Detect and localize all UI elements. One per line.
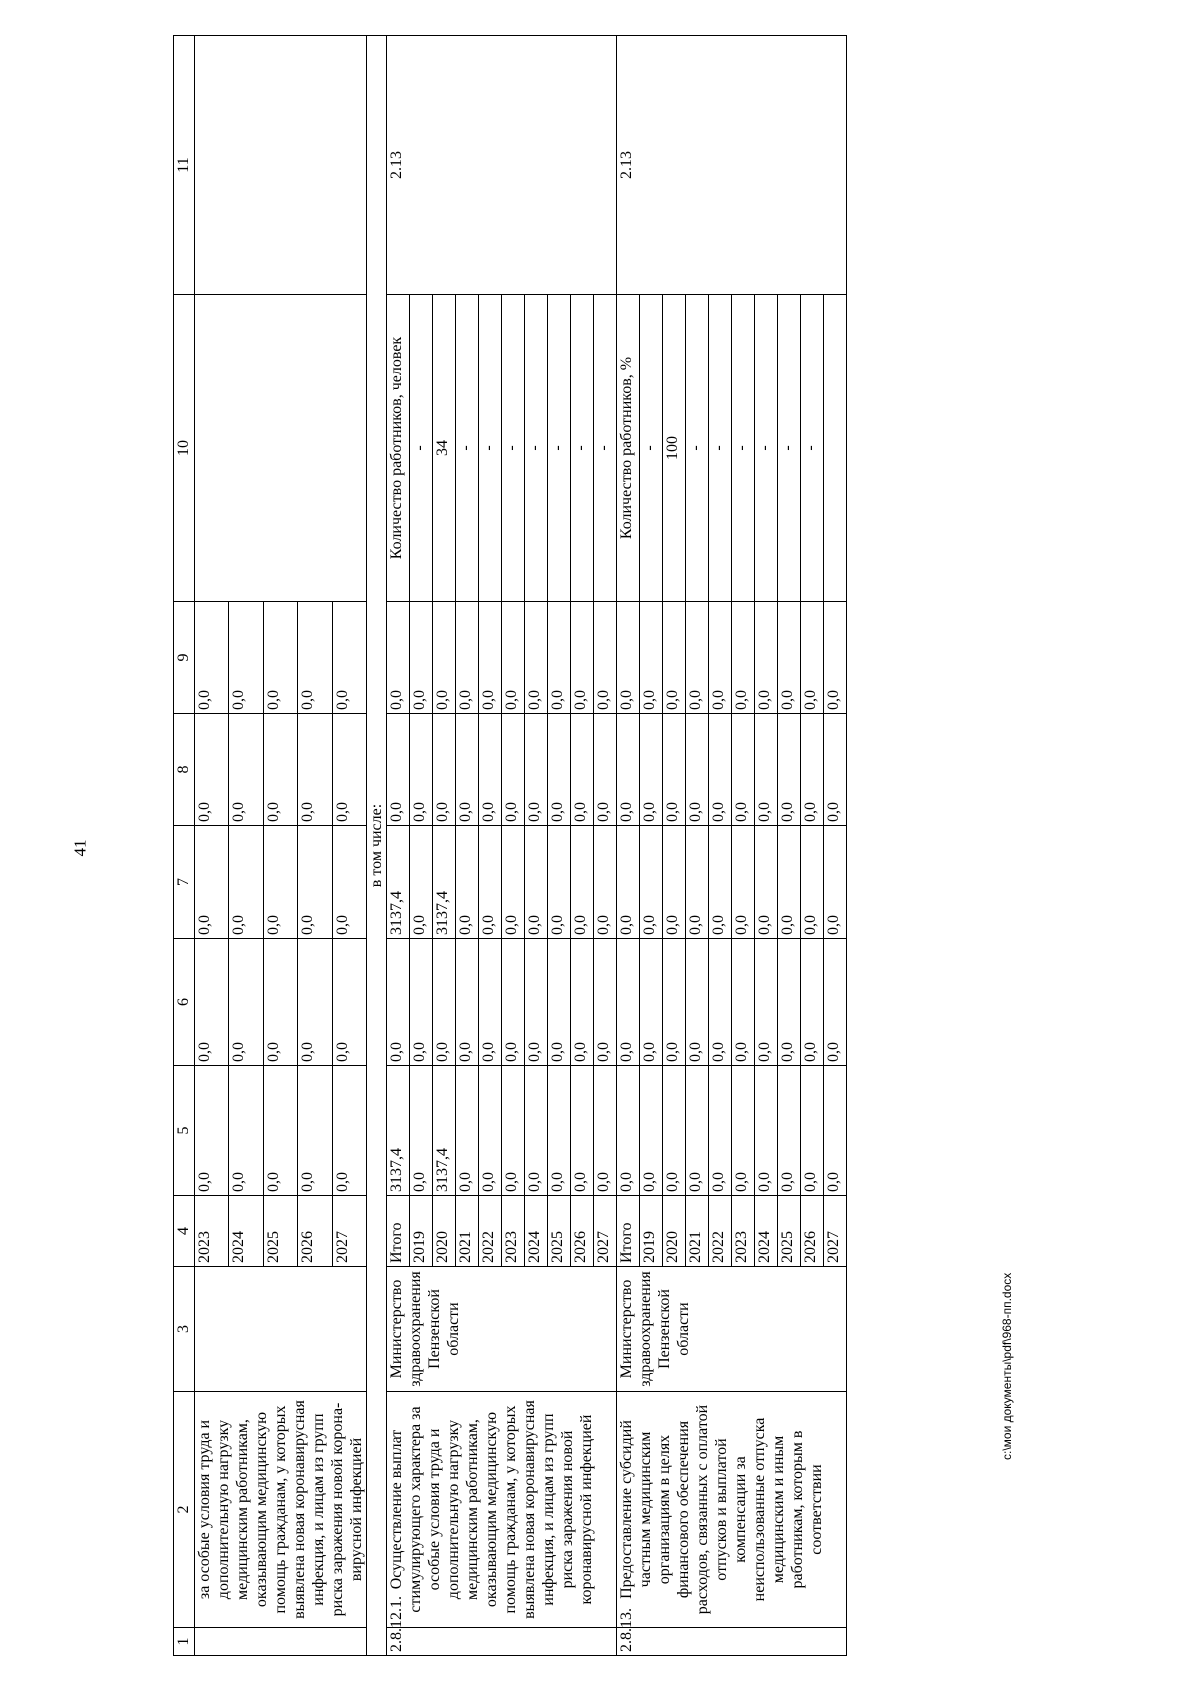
value-cell: 0,0 — [456, 826, 479, 939]
value-cell: 0,0 — [686, 714, 709, 826]
value-cell: 0,0 — [525, 714, 548, 826]
year-cell: 2022 — [479, 1196, 502, 1267]
value-cell: 0,0 — [640, 602, 663, 714]
value-cell: 0,0 — [755, 939, 778, 1066]
col-header: 1 — [174, 1628, 195, 1656]
value-cell: 0,0 — [663, 714, 686, 826]
year-cell: 2024 — [525, 1196, 548, 1267]
block-1-target-cell: 2.13 — [387, 36, 617, 295]
indicator-value-cell: - — [525, 295, 548, 602]
value-cell: 0,0 — [778, 939, 801, 1066]
value-cell: 0,0 — [801, 714, 824, 826]
block-2-executor-cell: Министерство здравоохранения Пензенской области — [617, 1267, 847, 1392]
value-cell: 0,0 — [801, 939, 824, 1066]
value-cell: 0,0 — [525, 939, 548, 1066]
indicator-value-cell: - — [640, 295, 663, 602]
value-cell: 0,0 — [594, 939, 617, 1066]
table-row — [387, 36, 410, 1656]
separator-row — [367, 36, 387, 1656]
value-cell: 0,0 — [778, 602, 801, 714]
value-cell: 0,0 — [663, 602, 686, 714]
value-cell: 0,0 — [387, 939, 410, 1066]
col-header: 7 — [174, 826, 195, 939]
value-cell: 0,0 — [525, 826, 548, 939]
value-cell: 0,0 — [332, 1066, 366, 1196]
value-cell: 0,0 — [263, 826, 297, 939]
value-cell: 0,0 — [298, 939, 332, 1066]
indicator-value-cell: - — [479, 295, 502, 602]
header-row — [174, 36, 195, 1656]
indicator-value-cell: - — [709, 295, 732, 602]
year-cell: 2024 — [755, 1196, 778, 1267]
value-cell: 0,0 — [433, 714, 456, 826]
block-1-code-cell: 2.8.12.1. — [387, 1628, 617, 1656]
value-cell: 0,0 — [229, 939, 263, 1066]
value-cell: 0,0 — [732, 602, 755, 714]
value-cell: 0,0 — [298, 1066, 332, 1196]
value-cell: 0,0 — [824, 1066, 847, 1196]
value-cell: 0,0 — [824, 826, 847, 939]
value-cell: 0,0 — [824, 714, 847, 826]
indicator-value-cell: - — [410, 295, 433, 602]
value-cell: 3137,4 — [387, 826, 410, 939]
value-cell: 0,0 — [548, 602, 571, 714]
value-cell: 0,0 — [456, 939, 479, 1066]
value-cell: 0,0 — [263, 602, 297, 714]
value-cell: 3137,4 — [387, 1066, 410, 1196]
value-cell: 0,0 — [525, 1066, 548, 1196]
indicator-value-cell: - — [502, 295, 525, 602]
value-cell: 0,0 — [479, 939, 502, 1066]
indicator-value-cell: - — [548, 295, 571, 602]
year-cell: 2021 — [456, 1196, 479, 1267]
value-cell: 0,0 — [502, 602, 525, 714]
value-cell: 0,0 — [229, 1066, 263, 1196]
top-block-description-cell: за особые условия труда и дополнительную нагрузку медицинским работникам, оказывающим медицинскую помощь гражданам, у которых выявлена новая коронавирусная инфекция, и лицам из групп риска заражения новой корона-вирусной инфекцией — [195, 1392, 367, 1628]
col-header: 2 — [174, 1392, 195, 1628]
value-cell: 0,0 — [410, 939, 433, 1066]
value-cell: 0,0 — [456, 602, 479, 714]
value-cell: 0,0 — [410, 1066, 433, 1196]
rotated-table-container — [173, 36, 1125, 1656]
value-cell: 0,0 — [410, 602, 433, 714]
value-cell: 0,0 — [479, 714, 502, 826]
value-cell: 0,0 — [755, 1066, 778, 1196]
indicator-value-cell: - — [755, 295, 778, 602]
value-cell: 0,0 — [298, 826, 332, 939]
value-cell: 0,0 — [410, 714, 433, 826]
block-2-target-cell: 2.13 — [617, 36, 847, 295]
year-cell: 2026 — [298, 1196, 332, 1267]
value-cell: 0,0 — [732, 1066, 755, 1196]
year-cell: 2019 — [410, 1196, 433, 1267]
value-cell: 0,0 — [387, 714, 410, 826]
year-cell: 2027 — [332, 1196, 366, 1267]
value-cell: 0,0 — [686, 826, 709, 939]
value-cell: 0,0 — [195, 939, 229, 1066]
indicator-value-cell: - — [686, 295, 709, 602]
year-cell: 2023 — [732, 1196, 755, 1267]
value-cell: 0,0 — [594, 1066, 617, 1196]
value-cell: 0,0 — [709, 1066, 732, 1196]
indicator-value-cell: 34 — [433, 295, 456, 602]
indicator-value-cell: 100 — [663, 295, 686, 602]
value-cell: 0,0 — [571, 602, 594, 714]
block-1-description-cell: Осуществление выплат стимулирующего характера за особые условия труда и дополнительную нагрузку медицинским работникам, оказывающим медицинскую помощь гражданам, у которых выявлена новая коронавирусная инфекция, и лицам из групп риска заражения новой коронавирусной инфекцией — [387, 1392, 617, 1628]
year-cell: 2026 — [801, 1196, 824, 1267]
year-cell: Итого — [387, 1196, 410, 1267]
top-block-code-cell — [195, 1628, 367, 1656]
value-cell: 0,0 — [594, 602, 617, 714]
table-row — [195, 36, 229, 1656]
indicator-value-cell: - — [571, 295, 594, 602]
value-cell: 0,0 — [525, 602, 548, 714]
value-cell: 0,0 — [617, 939, 640, 1066]
value-cell: 0,0 — [801, 1066, 824, 1196]
value-cell: 0,0 — [229, 826, 263, 939]
table-body — [174, 36, 847, 1656]
top-block-col11-cell — [195, 36, 367, 295]
year-cell: 2020 — [663, 1196, 686, 1267]
value-cell: 0,0 — [617, 602, 640, 714]
value-cell: 0,0 — [332, 714, 366, 826]
value-cell: 0,0 — [709, 714, 732, 826]
block-2-code-cell: 2.8.13. — [617, 1628, 847, 1656]
value-cell: 0,0 — [709, 826, 732, 939]
value-cell: 0,0 — [195, 826, 229, 939]
top-block-executor-cell — [195, 1267, 367, 1392]
footer-file-path: c:\мои документы\pdf\968-пп.docx — [1000, 1272, 1014, 1460]
block-2-indicator-cell: Количество работников, % — [617, 295, 640, 602]
indicator-value-cell: - — [456, 295, 479, 602]
value-cell: 3137,4 — [433, 1066, 456, 1196]
value-cell: 0,0 — [571, 826, 594, 939]
value-cell: 0,0 — [332, 602, 366, 714]
value-cell: 0,0 — [298, 602, 332, 714]
value-cell: 0,0 — [594, 714, 617, 826]
indicator-value-cell: - — [594, 295, 617, 602]
value-cell: 0,0 — [732, 939, 755, 1066]
value-cell: 0,0 — [732, 714, 755, 826]
year-cell: 2025 — [778, 1196, 801, 1267]
col-header: 5 — [174, 1066, 195, 1196]
value-cell: 0,0 — [778, 714, 801, 826]
value-cell: 0,0 — [195, 602, 229, 714]
col-header: 11 — [174, 36, 195, 295]
value-cell: 0,0 — [502, 714, 525, 826]
indicator-value-cell: - — [732, 295, 755, 602]
year-cell: 2026 — [571, 1196, 594, 1267]
value-cell: 0,0 — [387, 602, 410, 714]
col-header: 6 — [174, 939, 195, 1066]
col-header: 9 — [174, 602, 195, 714]
year-cell: 2022 — [709, 1196, 732, 1267]
col-header: 3 — [174, 1267, 195, 1392]
block-1-indicator-cell: Количество работников, человек — [387, 295, 410, 602]
value-cell: 0,0 — [801, 602, 824, 714]
value-cell: 0,0 — [548, 714, 571, 826]
value-cell: 0,0 — [571, 939, 594, 1066]
value-cell: 0,0 — [686, 1066, 709, 1196]
value-cell: 0,0 — [456, 1066, 479, 1196]
separator-cell: в том числе: — [367, 36, 387, 1656]
value-cell: 0,0 — [801, 826, 824, 939]
year-cell: 2025 — [548, 1196, 571, 1267]
value-cell: 3137,4 — [433, 826, 456, 939]
col-header: 4 — [174, 1196, 195, 1267]
value-cell: 0,0 — [571, 1066, 594, 1196]
value-cell: 0,0 — [332, 939, 366, 1066]
value-cell: 0,0 — [195, 1066, 229, 1196]
value-cell: 0,0 — [433, 602, 456, 714]
value-cell: 0,0 — [778, 1066, 801, 1196]
value-cell: 0,0 — [548, 939, 571, 1066]
value-cell: 0,0 — [686, 939, 709, 1066]
value-cell: 0,0 — [663, 1066, 686, 1196]
value-cell: 0,0 — [732, 826, 755, 939]
col-header: 10 — [174, 295, 195, 602]
year-cell: 2020 — [433, 1196, 456, 1267]
value-cell: 0,0 — [229, 714, 263, 826]
year-cell: 2019 — [640, 1196, 663, 1267]
value-cell: 0,0 — [640, 714, 663, 826]
table-row — [617, 36, 640, 1656]
year-cell: 2021 — [686, 1196, 709, 1267]
value-cell: 0,0 — [263, 1066, 297, 1196]
value-cell: 0,0 — [195, 714, 229, 826]
value-cell: 0,0 — [456, 714, 479, 826]
top-block-col10-cell — [195, 295, 367, 602]
value-cell: 0,0 — [479, 826, 502, 939]
value-cell: 0,0 — [502, 826, 525, 939]
value-cell: 0,0 — [709, 602, 732, 714]
value-cell: 0,0 — [755, 602, 778, 714]
value-cell: 0,0 — [640, 939, 663, 1066]
year-cell: 2023 — [195, 1196, 229, 1267]
value-cell: 0,0 — [755, 826, 778, 939]
value-cell: 0,0 — [263, 714, 297, 826]
value-cell: 0,0 — [686, 602, 709, 714]
year-cell: 2027 — [824, 1196, 847, 1267]
value-cell: 0,0 — [594, 826, 617, 939]
value-cell: 0,0 — [640, 826, 663, 939]
year-cell: 2027 — [594, 1196, 617, 1267]
indicator-value-cell: - — [778, 295, 801, 602]
value-cell: 0,0 — [263, 939, 297, 1066]
value-cell: 0,0 — [824, 602, 847, 714]
col-header: 8 — [174, 714, 195, 826]
value-cell: 0,0 — [298, 714, 332, 826]
value-cell: 0,0 — [824, 939, 847, 1066]
year-cell: Итого — [617, 1196, 640, 1267]
value-cell: 0,0 — [548, 1066, 571, 1196]
value-cell: 0,0 — [617, 826, 640, 939]
value-cell: 0,0 — [640, 1066, 663, 1196]
value-cell: 0,0 — [502, 939, 525, 1066]
value-cell: 0,0 — [778, 826, 801, 939]
value-cell: 0,0 — [479, 1066, 502, 1196]
page-number: 41 — [70, 839, 90, 857]
indicator-value-cell — [824, 295, 847, 602]
value-cell: 0,0 — [617, 714, 640, 826]
value-cell: 0,0 — [433, 939, 456, 1066]
value-cell: 0,0 — [709, 939, 732, 1066]
value-cell: 0,0 — [229, 602, 263, 714]
year-cell: 2025 — [263, 1196, 297, 1267]
value-cell: 0,0 — [663, 826, 686, 939]
value-cell: 0,0 — [332, 826, 366, 939]
block-2-description-cell: Предоставление субсидий частным медицинским организациям в целях финансового обеспечения расходов, связанных с оплатой отпусков и выплатой компенсации за неиспользованные отпуска медицинским и иным работникам, которым в соответствии — [617, 1392, 847, 1628]
budget-table — [173, 35, 847, 1656]
value-cell: 0,0 — [617, 1066, 640, 1196]
year-cell: 2024 — [229, 1196, 263, 1267]
value-cell: 0,0 — [755, 714, 778, 826]
value-cell: 0,0 — [548, 826, 571, 939]
value-cell: 0,0 — [663, 939, 686, 1066]
value-cell: 0,0 — [502, 1066, 525, 1196]
year-cell: 2023 — [502, 1196, 525, 1267]
block-1-executor-cell: Министерство здравоохранения Пензенской области — [387, 1267, 617, 1392]
value-cell: 0,0 — [479, 602, 502, 714]
indicator-value-cell: - — [801, 295, 824, 602]
value-cell: 0,0 — [410, 826, 433, 939]
value-cell: 0,0 — [571, 714, 594, 826]
